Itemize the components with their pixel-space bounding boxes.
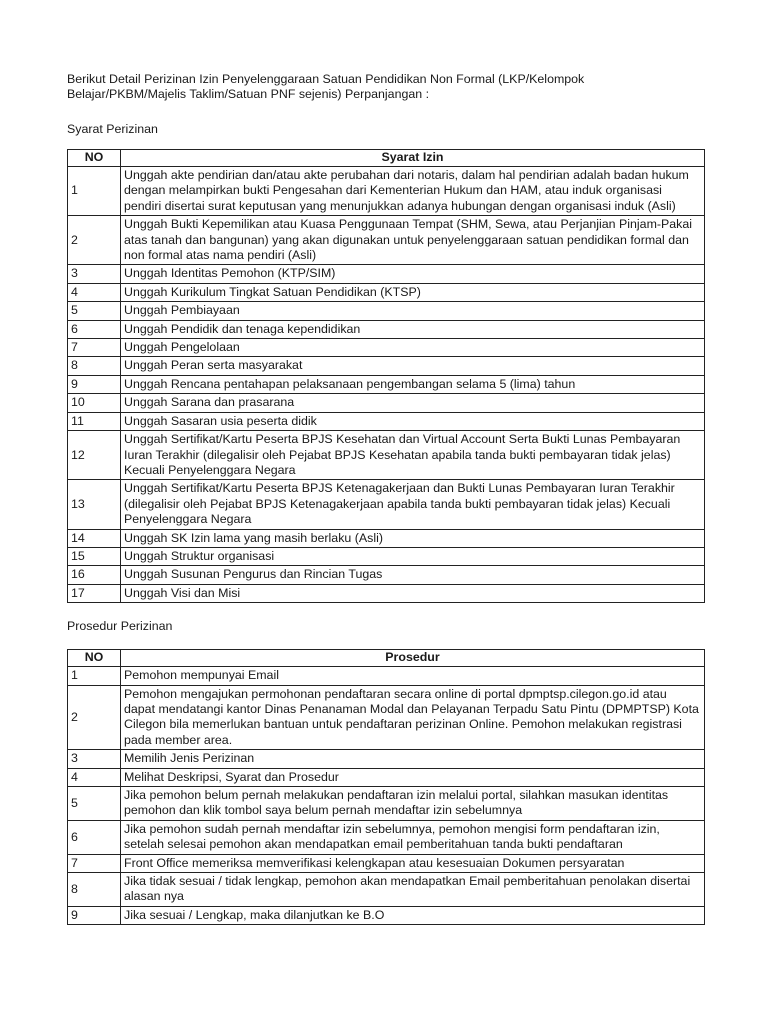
table-row: [68, 547, 705, 565]
table-row: [68, 167, 705, 216]
row-number: 8: [68, 873, 121, 907]
row-number: 8: [68, 357, 121, 375]
row-text: Unggah Kurikulum Tingkat Satuan Pendidikan (KTSP): [121, 283, 705, 301]
row-number: 15: [68, 547, 121, 565]
table-row: [68, 480, 705, 529]
row-text: Unggah Pengelolaan: [121, 339, 705, 357]
row-number: 1: [68, 667, 121, 685]
table-row: [68, 357, 705, 375]
row-number: 17: [68, 584, 121, 602]
table-row: [68, 431, 705, 480]
table-row: [68, 873, 705, 907]
row-number: 6: [68, 320, 121, 338]
row-text: Unggah Sertifikat/Kartu Peserta BPJS Ketenagakerjaan dan Bukti Lunas Pembayaran Iuran Terakhir (dilegalisir oleh Pejabat BPJS Ketenagakerjaan apabila tanda bukti pembayaran tidak jelas) Kecuali Penyelenggara Negara: [121, 480, 705, 529]
table-row: [68, 339, 705, 357]
syarat-col-text-header: Syarat Izin: [121, 150, 705, 167]
row-number: 14: [68, 529, 121, 547]
row-text: Unggah Sarana dan prasarana: [121, 394, 705, 412]
row-number: 5: [68, 302, 121, 320]
syarat-header-row: [68, 150, 705, 167]
row-text: Unggah Visi dan Misi: [121, 584, 705, 602]
prosedur-section-title: Prosedur Perizinan: [67, 619, 173, 634]
row-number: 13: [68, 480, 121, 529]
row-text: Unggah SK Izin lama yang masih berlaku (Asli): [121, 529, 705, 547]
row-number: 7: [68, 339, 121, 357]
row-text: Jika tidak sesuai / tidak lengkap, pemohon akan mendapatkan Email pemberitahuan penolakan disertai alasan nya: [121, 873, 705, 907]
row-text: Unggah Susunan Pengurus dan Rincian Tugas: [121, 566, 705, 584]
row-text: Front Office memeriksa memverifikasi kelengkapan atau kesesuaian Dokumen persyaratan: [121, 854, 705, 872]
row-number: 2: [68, 685, 121, 750]
row-number: 6: [68, 820, 121, 854]
table-row: [68, 283, 705, 301]
row-text: Memilih Jenis Perizinan: [121, 750, 705, 768]
row-number: 16: [68, 566, 121, 584]
row-number: 4: [68, 283, 121, 301]
row-number: 2: [68, 216, 121, 265]
table-row: [68, 820, 705, 854]
table-row: [68, 787, 705, 821]
row-text: Unggah Pembiayaan: [121, 302, 705, 320]
table-row: [68, 584, 705, 602]
row-number: 11: [68, 412, 121, 430]
document-page: [67, 72, 704, 925]
table-row: [68, 302, 705, 320]
table-row: [68, 375, 705, 393]
intro-paragraph: Berikut Detail Perizinan Izin Penyelenggaraan Satuan Pendidikan Non Formal (LKP/Kelompok Belajar/PKBM/Majelis Taklim/Satuan PNF sejenis) Perpanjangan :: [67, 72, 585, 102]
table-row: [68, 265, 705, 283]
row-text: Pemohon mengajukan permohonan pendaftaran secara online di portal dpmptsp.cilegon.go.id atau dapat mendatangi kantor Dinas Penanaman Modal dan Pelayanan Terpadu Satu Pintu (DPMPTSP) Kota Cilegon bila memerlukan bantuan untuk pendaftaran perizinan Online. Pemohon melakukan registrasi pada member area.: [121, 685, 705, 750]
row-text: Jika pemohon belum pernah melakukan pendaftaran izin melalui portal, silahkan masukan identitas pemohon dan klik tombol saya belum pernah mendaftar izin sebelumnya: [121, 787, 705, 821]
syarat-col-no-header: NO: [68, 150, 121, 167]
row-text: Unggah Rencana pentahapan pelaksanaan pengembangan selama 5 (lima) tahun: [121, 375, 705, 393]
row-text: Unggah Bukti Kepemilikan atau Kuasa Penggunaan Tempat (SHM, Sewa, atau Perjanjian Pinjam-Pakai atas tanah dan bangunan) yang akan digunakan untuk penyelenggaraan satuan pendidikan formal dan non formal atas nama pendiri (Asli): [121, 216, 705, 265]
row-text: Unggah Sertifikat/Kartu Peserta BPJS Kesehatan dan Virtual Account Serta Bukti Lunas Pembayaran Iuran Terakhir (dilegalisir oleh Pejabat BPJS Kesehatan apabila tanda bukti pembayaran tidak jelas) Kecuali Penyelenggara Negara: [121, 431, 705, 480]
prosedur-col-no-header: NO: [68, 650, 121, 667]
row-number: 9: [68, 906, 121, 924]
row-text: Unggah akte pendirian dan/atau akte perubahan dari notaris, dalam hal pendirian adalah badan hukum dengan melampirkan bukti Pengesahan dari Kementerian Hukum dan HAM, atau induk organisasi pendiri disertai surat keputusan yang menunjukkan adanya hubungan dengan organisasi induk (Asli): [121, 167, 705, 216]
row-text: Unggah Pendidik dan tenaga kependidikan: [121, 320, 705, 338]
row-number: 3: [68, 265, 121, 283]
table-row: [68, 529, 705, 547]
row-number: 7: [68, 854, 121, 872]
syarat-table: [67, 149, 705, 603]
table-row: [68, 667, 705, 685]
row-number: 3: [68, 750, 121, 768]
row-text: Unggah Identitas Pemohon (KTP/SIM): [121, 265, 705, 283]
table-row: [68, 566, 705, 584]
row-text: Unggah Struktur organisasi: [121, 547, 705, 565]
syarat-table-body: [68, 167, 705, 603]
table-row: [68, 394, 705, 412]
table-row: [68, 768, 705, 786]
row-text: Unggah Peran serta masyarakat: [121, 357, 705, 375]
table-row: [68, 216, 705, 265]
table-row: [68, 906, 705, 924]
row-number: 9: [68, 375, 121, 393]
prosedur-table: [67, 649, 705, 925]
row-number: 4: [68, 768, 121, 786]
row-text: Melihat Deskripsi, Syarat dan Prosedur: [121, 768, 705, 786]
table-row: [68, 750, 705, 768]
row-text: Pemohon mempunyai Email: [121, 667, 705, 685]
table-row: [68, 854, 705, 872]
syarat-section-title: Syarat Perizinan: [67, 122, 158, 136]
table-row: [68, 320, 705, 338]
row-number: 5: [68, 787, 121, 821]
table-row: [68, 412, 705, 430]
row-text: Jika pemohon sudah pernah mendaftar izin sebelumnya, pemohon mengisi form pendaftaran izin, setelah selesai pemohon akan mendapatkan email pemberitahuan tanda bukti pendaftaran: [121, 820, 705, 854]
prosedur-col-text-header: Prosedur: [121, 650, 705, 667]
prosedur-header-row: [68, 650, 705, 667]
row-text: Unggah Sasaran usia peserta didik: [121, 412, 705, 430]
row-text: Jika sesuai / Lengkap, maka dilanjutkan ke B.O: [121, 906, 705, 924]
row-number: 1: [68, 167, 121, 216]
row-number: 12: [68, 431, 121, 480]
prosedur-table-body: [68, 667, 705, 925]
table-row: [68, 685, 705, 750]
row-number: 10: [68, 394, 121, 412]
